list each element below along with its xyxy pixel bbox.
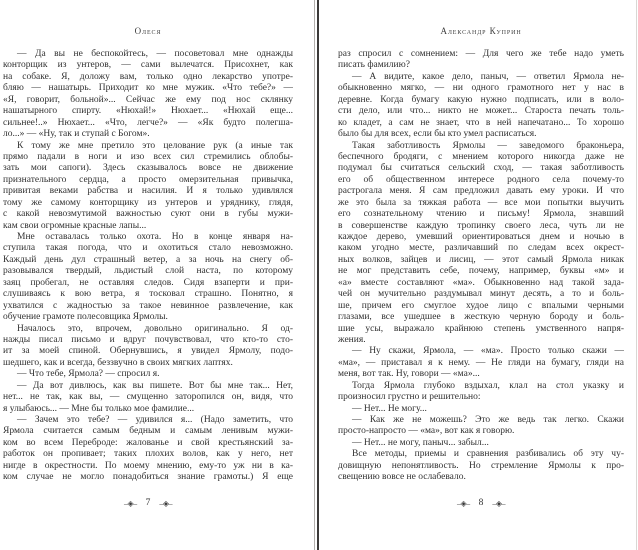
text-line: произносил грустно и решительно: (338, 392, 481, 403)
text-line: ухватился с жадностью за такое невинное развлечение, как (3, 300, 293, 311)
text-line: растрогала меня. Я сам предложил давать ему уроки. И что (338, 186, 624, 197)
text-line: сильнее!..» Нюхает... «Что, легче?» — «Як будто полегша- (3, 117, 293, 128)
text-line: ных волков, зайцев и лисиц, — этот самый Ярмола никак (338, 254, 624, 265)
text-line: каком угодно месте, различавший по следам всех окрест- (338, 243, 624, 254)
text-line: заяц пробегал, не оставляя следов. Сидя взаперти и при- (3, 277, 293, 288)
text-line: в совершенстве каждую тропинку своего леса, чуть ли не (338, 220, 624, 231)
text-line: бляю — нашатырь. Приходит ко мне мужик. «Что тебе?» — (3, 83, 293, 94)
page-number: 8 (478, 498, 484, 508)
text-line: ко кладет, а сам не знает, что в ней напечатано... То хорошо (338, 117, 624, 128)
running-header-right: Александр Куприн (440, 26, 522, 36)
footer-ornament-icon: –◈– (123, 498, 137, 508)
text-line: раз спросил с сомнением: — Для чего же тебе надо уметь (338, 49, 624, 59)
text-line: зать мои сапоги). Здесь сказывалось вовсе не движение (3, 163, 293, 174)
text-line: — Да вы не беспокойтесь, — посоветовал мне однажды (17, 49, 293, 59)
text-line: Ярмола считается самым бедным и самым ленивым мужи- (3, 426, 293, 437)
text-line: прямо падали в ноги и изо всех сил стремились облобы- (3, 151, 293, 162)
text-line: Тогда Ярмола глубоко вздыхал, клал на стол указку и (352, 380, 624, 391)
text-line: Началось это, впрочем, довольно оригинально. Я од- (17, 323, 293, 334)
text-line: «а» вместе составляют «ма». Обыкновенно над такой зада- (338, 277, 624, 288)
text-line: обыкновенно мягко, — ни одного грамотного нет у нас в (338, 83, 624, 94)
text-line: нет... не так, как вы, — смущенно заторопился он, видя, что (3, 392, 293, 403)
text-line: просто-напросто — «ма», вот как я говорю. (338, 426, 515, 437)
text-line: довищную непонятливость. Но стремление Ярмолы к про- (338, 460, 624, 471)
text-line: признательного сердца, а просто омерзительная привычка, (3, 174, 293, 185)
text-line: беспечного бродяги, с мнением которого никогда даже не (338, 151, 624, 162)
text-line: его сознательному чтению и письму! Ярмола, знавший (338, 209, 624, 220)
text-line: тому же самому конторщику из унтеров и уряднику, глядя, (3, 197, 293, 208)
footer-ornament-icon: –◈– (456, 498, 470, 508)
text-line: же это была за тяжкая работа — все мои попытки выучить (338, 197, 624, 208)
text-line: — Нет... Не могу... (352, 403, 427, 414)
page-footer-left (3, 498, 293, 508)
text-line: — Нет... не могу, паныч... забыл... (352, 437, 489, 448)
text-line: привитая веками рабства и насилия. И я только удивлялся (3, 186, 293, 197)
text-line: писать фамилию? (338, 60, 410, 71)
running-header-left: Олеся (134, 26, 162, 36)
text-line: — Ну скажи, Ярмола, — «ма». Просто только скажи — (352, 346, 624, 357)
page-body-text-right (338, 49, 624, 484)
text-line: Такая заботливость Ярмолы — заведомого браконьера, (352, 140, 624, 151)
text-line: нигде в окрестности. По моему мнению, ему-то уж ни в ка- (3, 460, 293, 471)
text-line: свещению вовсе не ослабевало. (338, 472, 466, 483)
text-line: шедшего, как и всегда, беззвучно в своих мягких лаптях. (3, 357, 233, 368)
text-line: работок он пропивает; таких плохих волов, как у него, нет (3, 449, 293, 460)
text-line: — Зачем это тебе? — удивился я... (Надо заметить, что (17, 415, 293, 425)
text-line: ше, причем его смуглое худое лицо с впалыми черными (338, 300, 624, 311)
left-page (0, 0, 315, 550)
text-line: чей он мучительно раздумывал минут десять, а то и боль- (338, 289, 624, 300)
footer-ornament-icon: –◈– (159, 498, 173, 508)
text-line: было бы для всех, если бы кто умел расписаться. (338, 129, 537, 140)
text-line: жения. (338, 334, 366, 345)
text-line: Все методы, приемы и сравнения разбивались об эту чу- (352, 449, 624, 460)
page-footer-right (338, 498, 624, 508)
text-line: Мне оставалась только охота. Но в конце января на- (17, 232, 293, 242)
text-line: нажды писал письмо и вдруг почувствовал, что кто-то сто- (3, 334, 293, 345)
text-line: — Да вот дивлюсь, как вы пишете. Вот бы мне так... Нет, (17, 380, 293, 391)
text-line: — Что тебе, Ярмола? — спросил я. (17, 369, 160, 380)
text-line: «ма», — приставал я к нему. — Не гляди на бумагу, гляди на (338, 357, 624, 368)
text-line: ло...» — «Ну, так и ступай с Богом». (3, 129, 150, 140)
text-line: ком во всем Переброде: жалованье и свой крестьянский за- (3, 437, 293, 448)
text-line: не мог представить себе, почему, например, буквы «м» и (338, 266, 624, 277)
text-line: нашатырного спирту. «Нюхай!» Нюхает... «Нюхай еще... (3, 106, 293, 117)
text-line: ит за моей спиной. Обернувшись, я увидел Ярмолу, подо- (3, 346, 293, 357)
text-line: ком случае не могло понадобиться знание грамоты.) Я еще (3, 472, 293, 483)
text-line: — Как же не можешь? Это же ведь так легко. Скажи (352, 415, 624, 425)
text-line: слушиваясь к вою ветра, я тосковал страшно. Понятно, я (3, 289, 293, 300)
text-line: каждое дерево, умевший ориентироваться днем и ночью в (338, 232, 624, 242)
text-line: я улыбаюсь... — Мне бы только мое фамилие... (3, 403, 195, 414)
text-line: подумал бы считаться сельский сход, — такая заботливость (338, 163, 624, 174)
text-line: Каждый день дул страшный ветер, а за ночь на снегу об- (3, 254, 293, 265)
text-line: обучение грамоте полесовщика Ярмолы. (3, 312, 168, 323)
window-edge-line (636, 0, 637, 550)
text-line: меня, вот так. Ну, говори — «ма»... (338, 369, 480, 380)
page-body-text-left (3, 49, 293, 484)
text-line: деревне. Когда бумагу какую нужно подписать, или в воло- (338, 94, 624, 105)
text-line: на собаке. Я, доложу вам, только одно лекарство употре- (3, 71, 293, 82)
text-line: — А видите, какое дело, паныч, — ответил Ярмола не- (352, 71, 624, 82)
page-gutter-line-light (314, 0, 315, 550)
text-line: конторщик из унтеров, — сами вылечатся. Присохнет, как (3, 60, 293, 71)
page-number: 7 (145, 498, 151, 508)
text-line: сти дело, или что... никто не может... Староста печать толь- (338, 106, 624, 117)
text-line: ступила такая погода, что и охотиться стало невозможно. (3, 243, 293, 254)
text-line: его об общественном интересе родного села почему-то (338, 174, 624, 185)
text-line: с какой невозмутимой важностью суют они в губы мужи- (3, 209, 293, 220)
right-page (319, 0, 638, 550)
text-line: К тому же мне претило это целование рук (а иные так (17, 140, 293, 151)
footer-ornament-icon: –◈– (492, 498, 506, 508)
text-line: кам свои огромные красные лапы... (3, 220, 147, 231)
text-line: шие усы, выражало крайнюю степень умственного напря- (338, 323, 624, 334)
text-line: глазами, все ушедшее в жесткую черную бороду и боль- (338, 312, 624, 323)
text-line: «Я, говорит, больной»... Сейчас же ему под нос склянку (3, 94, 293, 105)
text-line: разовывался твердый, льдистый слой наста, по которому (3, 266, 293, 277)
